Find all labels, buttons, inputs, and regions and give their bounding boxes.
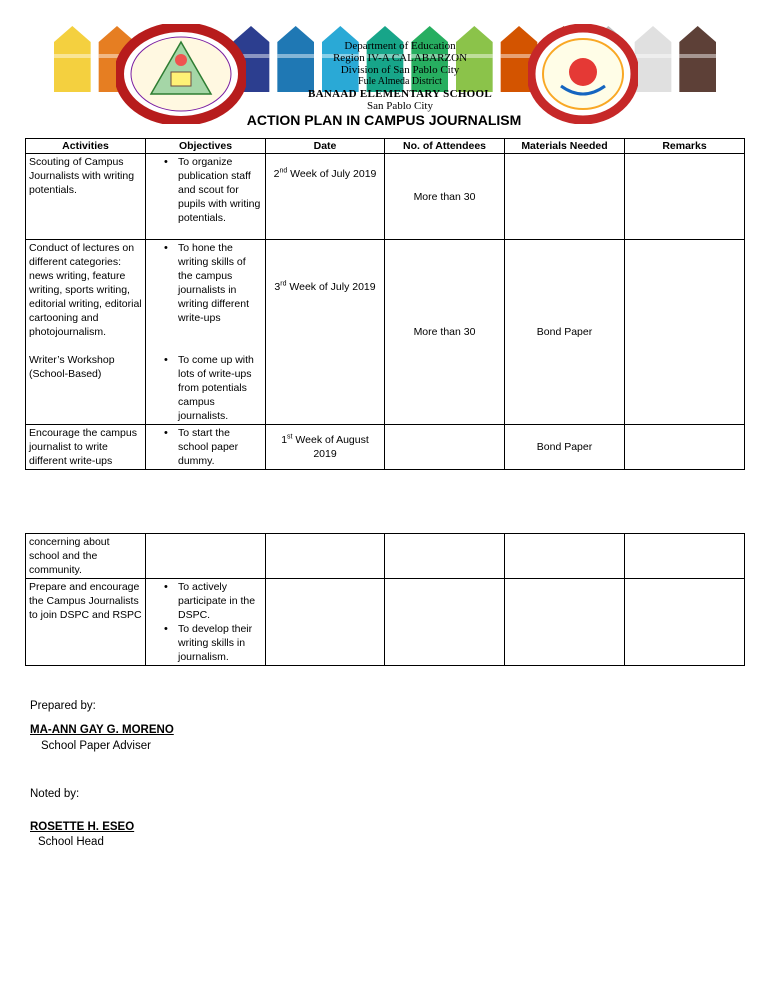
table-row: [26, 154, 745, 240]
objective-item: • To hone the writing skills of the campus journalists in writing different write-ups: [164, 241, 262, 325]
materials-cell: [505, 579, 625, 666]
column-header: Remarks: [625, 139, 745, 154]
date-cell: [266, 240, 385, 425]
attendees-text: More than 30: [413, 190, 476, 203]
prepared-by-name: MA-ANN GAY G. MORENO: [30, 724, 174, 736]
attendees-cell: [385, 154, 505, 240]
date-text: Week of July 2019: [287, 168, 377, 180]
date-cell: [266, 534, 385, 579]
crayon-band: [679, 54, 716, 58]
table-row: [26, 579, 745, 666]
objective-item: • To develop their writing skills in journalism.: [164, 622, 262, 664]
objectives-cell: [146, 154, 266, 240]
objectives-cell: [146, 425, 266, 470]
remarks-cell: [625, 154, 745, 240]
materials-cell: [505, 154, 625, 240]
noted-by-label: Noted by:: [30, 788, 80, 800]
header-district: Fule Almeda District: [358, 76, 442, 87]
crayon-body: [635, 42, 672, 92]
activity-cell: [26, 240, 146, 425]
activity-text: Encourage the campus journalist to write different write-ups: [29, 427, 137, 467]
objectives-cell: [146, 534, 266, 579]
prepared-by-position: School Paper Adviser: [41, 740, 151, 752]
column-header: Date: [266, 139, 385, 154]
header-text-block: [250, 40, 550, 112]
date-number: 1: [281, 434, 288, 446]
materials-cell: [505, 534, 625, 579]
date-cell: [266, 425, 385, 470]
materials-text: Bond Paper: [536, 326, 593, 338]
crayon-tip: [54, 26, 91, 42]
objectives-cell: [146, 579, 266, 666]
materials-cell: [505, 425, 625, 470]
objective-item: • To actively participate in the DSPC.: [164, 580, 262, 622]
header-department: Department of Education: [344, 40, 456, 52]
crayon-tip: [635, 26, 672, 42]
date-cell: [266, 579, 385, 666]
crayon-tip: [679, 26, 716, 42]
crayon-body: [54, 42, 91, 92]
header-division: Division of San Pablo City: [340, 64, 460, 76]
table-header-row: [26, 139, 745, 154]
remarks-cell: [625, 579, 745, 666]
crayon-body: [679, 42, 716, 92]
activity-text-secondary: Writer’s Workshop (School-Based): [29, 354, 115, 380]
remarks-cell: [625, 534, 745, 579]
attendees-cell: [385, 425, 505, 470]
attendees-text: More than 30: [413, 326, 476, 338]
date-suffix: rd: [280, 280, 287, 288]
date-cell: [266, 154, 385, 240]
noted-by-name: ROSETTE H. ESEO: [30, 821, 135, 833]
activity-text: concerning about school and the community.: [29, 536, 110, 576]
column-header: Activities: [26, 139, 146, 154]
header-school-name: BANAAD ELEMENTARY SCHOOL: [307, 88, 493, 100]
activity-text: Conduct of lectures on different categories: news writing, feature writing, sports writing, editorial writing, editorial cartooning and photojournalism.: [29, 242, 142, 338]
activity-cell: [26, 425, 146, 470]
action-plan-table: [25, 138, 745, 470]
column-header: Objectives: [146, 139, 266, 154]
materials-cell: [505, 240, 625, 425]
attendees-cell: [385, 240, 505, 425]
crayon-band: [54, 54, 91, 58]
date-text: Week of July 2019: [286, 281, 376, 293]
activity-text: Scouting of Campus Journalists with writing potentials.: [29, 156, 135, 196]
objective-item: • To organize publication staff and scout for pupils with writing potentials.: [164, 155, 262, 225]
remarks-cell: [625, 240, 745, 425]
date-number: 3: [274, 281, 281, 293]
header-region: Region IV-A CALABARZON: [332, 52, 468, 64]
column-header: No. of Attendees: [385, 139, 505, 154]
header-city: San Pablo City: [366, 100, 433, 112]
header-banner: [50, 24, 720, 112]
table-row: [26, 240, 745, 425]
school-seal-left-logo: [116, 24, 246, 124]
school-seal-right-logo: [528, 24, 638, 124]
remarks-cell: [625, 425, 745, 470]
attendees-cell: [385, 534, 505, 579]
activity-cell: [26, 534, 146, 579]
activity-cell: [26, 154, 146, 240]
attendees-cell: [385, 579, 505, 666]
date-suffix: st: [287, 433, 293, 441]
column-header: Materials Needed: [505, 139, 625, 154]
activity-cell: [26, 579, 146, 666]
objective-item: • To come up with lots of write-ups from potentials campus journalists.: [164, 353, 262, 423]
table-row: [26, 425, 745, 470]
date-suffix: nd: [279, 167, 288, 175]
objective-item: • To start the school paper dummy.: [164, 426, 262, 468]
action-plan-table-continued: [25, 533, 745, 666]
objectives-cell: [146, 240, 266, 425]
crayon-band: [635, 54, 672, 58]
date-number: 2: [273, 168, 280, 180]
page-title: ACTION PLAN IN CAMPUS JOURNALISM: [246, 112, 522, 128]
noted-by-position: School Head: [38, 836, 104, 848]
date-text: Week of August 2019: [292, 434, 369, 460]
table-row: [26, 534, 745, 579]
prepared-by-label: Prepared by:: [30, 700, 96, 712]
materials-text: Bond Paper: [536, 441, 593, 453]
activity-text: Prepare and encourage the Campus Journalists to join DSPC and RSPC: [29, 581, 142, 621]
